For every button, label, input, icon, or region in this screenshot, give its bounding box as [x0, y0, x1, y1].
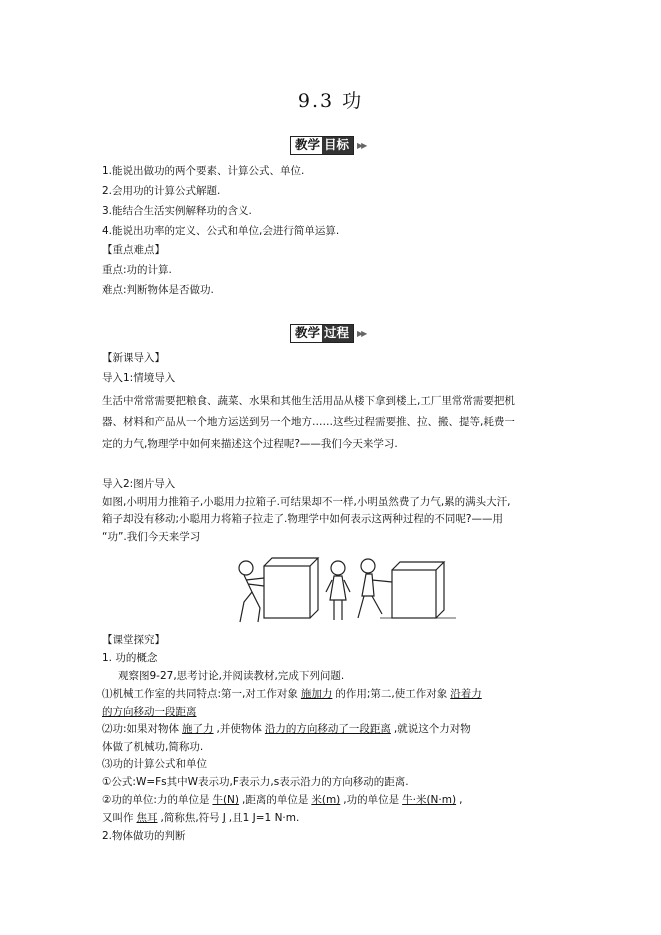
boy-head — [239, 561, 253, 575]
answer-blank: 的方向移动一段距离 — [102, 706, 197, 718]
answer-blank: 牛·米(N·m) — [402, 794, 457, 806]
goal-item: 2.会用功的计算公式解题. — [102, 185, 221, 197]
answer-blank: 施了力 — [182, 723, 214, 735]
goal-item: 4.能说出功率的定义、公式和单位,会进行简单运算. — [102, 225, 340, 237]
key-points-heading: 【重点难点】 — [102, 244, 165, 256]
observe-instruction: 观察图9-27,思考讨论,并阅读教材,完成下列问题. — [118, 670, 345, 682]
question-3: ⑶功的计算公式和单位 — [102, 758, 207, 770]
key-point: 重点:功的计算. — [102, 264, 172, 276]
box-pushed — [264, 566, 310, 618]
answer-blank: J — [222, 812, 226, 824]
section-header-box — [290, 136, 354, 155]
double-chevron-icon: ▶▶ — [357, 141, 366, 150]
explore-item-2: 2.物体做功的判断 — [102, 830, 186, 842]
paragraph-line: 器、材料和产品从一个地方运送到另一个地方……这些过程需要推、拉、搬、提等,耗费一 — [102, 416, 515, 428]
question-2 — [102, 722, 471, 736]
girl-head — [331, 561, 345, 575]
intro1-title: 导入1:情境导入 — [102, 372, 176, 384]
paragraph-line: 箱子却没有移动;小聪用力将箱子拉走了.物理学中如何表示这两种过程的不同呢?——用 — [102, 513, 503, 525]
q2-text: ,并使物体 — [216, 723, 262, 735]
boy-body — [240, 575, 252, 622]
q2-text: ⑵功:如果对物体 — [102, 723, 180, 735]
double-chevron-icon: ▶▶ — [357, 329, 366, 338]
answer-blank: 牛(N) — [212, 794, 240, 806]
paragraph-line: 定的力气,物理学中如何来描述这个过程呢?——我们今天来学习. — [102, 438, 398, 450]
paragraph-line: “功”.我们今天来学习 — [102, 531, 201, 543]
question-2-cont: 体做了机械功,简称功. — [102, 741, 204, 753]
goal-item: 3.能结合生活实例解释功的含义. — [102, 205, 252, 217]
section-header-right: 目标 — [322, 137, 353, 154]
answer-blank: 沿力的方向移动了一段距离 — [264, 723, 391, 735]
answer-blank: 沿着力 — [450, 688, 482, 700]
unit-text: 又叫作 — [102, 812, 134, 824]
unit-line-2 — [102, 811, 299, 825]
answer-blank: 焦耳 — [136, 812, 158, 824]
q1-text: 的作用;第二,使工作对象 — [335, 688, 448, 700]
section-header-box — [290, 324, 354, 343]
question-1 — [102, 687, 485, 701]
answer-blank: 施加力 — [300, 688, 333, 700]
q2-text: ,就说这个力对物 — [393, 723, 471, 735]
intro2-title: 导入2:图片导入 — [102, 478, 176, 490]
unit-text: ,简称焦,符号 — [160, 812, 220, 824]
unit-text: ,距离的单位是 — [242, 794, 309, 806]
puller-head — [361, 559, 375, 573]
section-header-goals — [290, 136, 365, 155]
intro-heading: 【新课导入】 — [102, 352, 165, 364]
q1-text: ⑴机械工作室的共同特点:第一,对工作对象 — [102, 688, 298, 700]
question-1-cont — [102, 705, 200, 719]
unit-line — [102, 793, 462, 807]
unit-text: ②功的单位:力的单位是 — [102, 794, 210, 806]
unit-text: ,功的单位是 — [343, 794, 400, 806]
page-title: 9.3 功 — [297, 90, 364, 112]
section-header-left: 教学 — [291, 325, 322, 342]
formula-line: ①公式:W=Fs其中W表示功,F表示力,s表示沿力的方向移动的距离. — [102, 776, 409, 788]
paragraph-line: 生活中常常需要把粮食、蔬菜、水果和其他生活用品从楼下拿到楼上,工厂里常常需要把机 — [102, 395, 515, 407]
section-header-process — [290, 324, 365, 343]
explore-item-1: 1. 功的概念 — [102, 652, 158, 664]
push-pull-illustration — [220, 552, 460, 628]
section-header-left: 教学 — [291, 137, 322, 154]
difficulty-point: 难点:判断物体是否做功. — [102, 284, 214, 296]
answer-blank: 米(m) — [311, 794, 341, 806]
box-pulled — [392, 570, 436, 618]
explore-heading: 【课堂探究】 — [102, 634, 165, 646]
paragraph-line: 如图,小明用力推箱子,小聪用力拉箱子.可结果却不一样,小明虽然费了力气,累的满头大汗, — [102, 496, 511, 508]
unit-text: ,且1 J=1 N·m. — [228, 812, 300, 824]
goal-item: 1.能说出做功的两个要素、计算公式、单位. — [102, 165, 305, 177]
section-header-right: 过程 — [322, 325, 353, 342]
unit-text: , — [459, 794, 463, 806]
